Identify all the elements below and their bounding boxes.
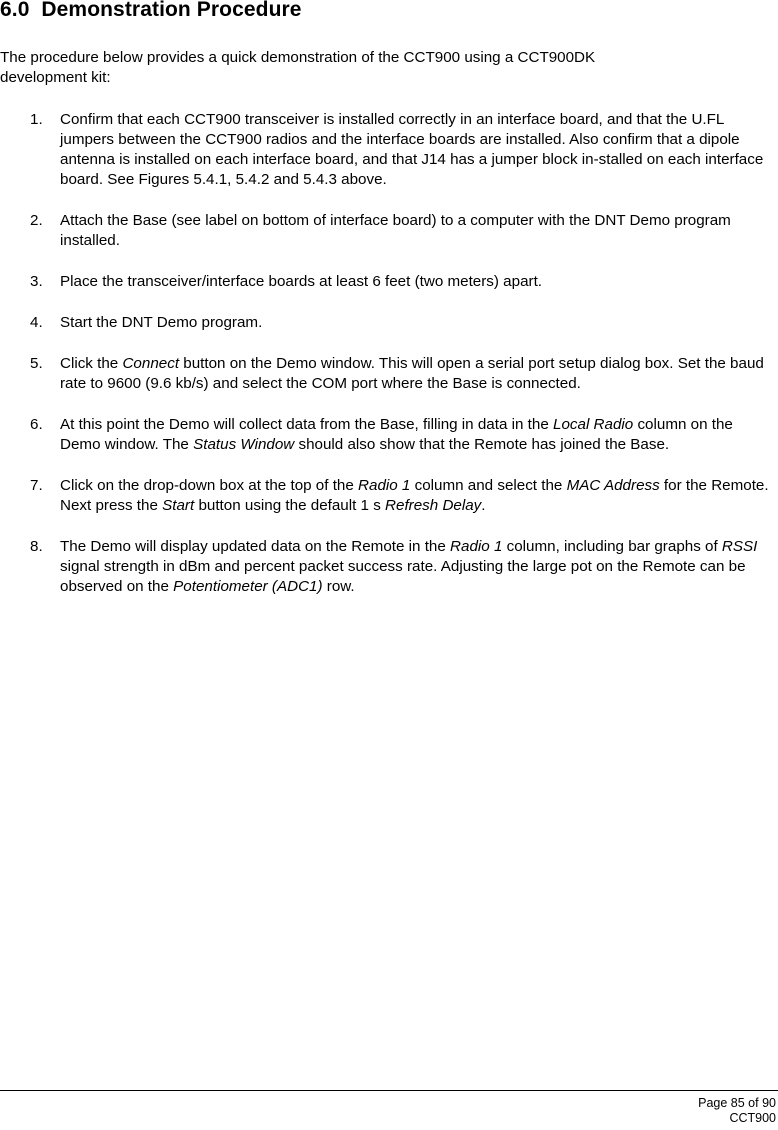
step-text xyxy=(60,355,764,392)
document-name: CCT900 xyxy=(729,1111,776,1125)
step-number: 7. xyxy=(30,477,43,494)
step-text-run: column and select the xyxy=(410,477,567,494)
step-text xyxy=(60,314,262,331)
step-text xyxy=(60,111,763,188)
step-emphasis: Potentiometer (ADC1) xyxy=(173,578,323,595)
step-text-run: At this point the Demo will collect data from the Base, filling in data in the xyxy=(60,416,554,433)
step-number: 4. xyxy=(30,314,43,331)
step-number: 8. xyxy=(30,538,43,555)
procedure-step xyxy=(0,537,776,597)
step-text-run: Start the DNT Demo program. xyxy=(60,314,263,331)
procedure-step xyxy=(0,476,776,516)
step-number: 1. xyxy=(30,111,43,128)
step-emphasis: MAC Address xyxy=(566,477,660,494)
step-text-run: row. xyxy=(322,578,355,595)
step-text-run: button using the default 1 s xyxy=(194,497,386,514)
step-number: 3. xyxy=(30,273,43,290)
procedure-step xyxy=(0,211,776,251)
step-number: 5. xyxy=(30,355,43,372)
step-emphasis: Status Window xyxy=(193,436,295,453)
page-number: Page 85 of 90 xyxy=(698,1096,776,1110)
step-text xyxy=(60,212,731,249)
step-text-run: Click the xyxy=(60,355,123,372)
procedure-step xyxy=(0,415,776,455)
step-text-run: Click on the drop-down box at the top of the xyxy=(60,477,359,494)
procedure-step xyxy=(0,313,776,333)
step-text xyxy=(60,416,733,453)
step-emphasis: Local Radio xyxy=(553,416,634,433)
step-text-run: . xyxy=(481,497,486,514)
step-text xyxy=(60,273,542,290)
step-text-run: button on the Demo window. This will open a serial port setup dialog box. Set the baud rate to 9600 (9.6 kb/s) and select the COM port where the Base is connected. xyxy=(60,355,764,392)
step-text-run: The Demo will display updated data on the Remote in the xyxy=(60,538,451,555)
intro-paragraph: The procedure below provides a quick demonstration of the CCT900 using a CCT900DK development kit: xyxy=(0,49,596,86)
procedure-step xyxy=(0,354,776,394)
step-text-run: signal strength in dBm and percent packet success rate. Adjusting the large pot on the Remote can be observed on the xyxy=(60,558,746,595)
section-heading xyxy=(0,0,302,22)
step-text-run: for the Remote. Next press the xyxy=(60,477,769,514)
step-number: 2. xyxy=(30,212,43,229)
step-emphasis: Connect xyxy=(122,355,180,372)
step-text-run: column, including bar graphs of xyxy=(502,538,722,555)
step-number: 6. xyxy=(30,416,43,433)
step-emphasis: Radio 1 xyxy=(450,538,503,555)
step-emphasis: RSSI xyxy=(721,538,758,555)
step-text-run: column on the Demo window. The xyxy=(60,416,733,453)
step-text-run: Attach the Base (see label on bottom of interface board) to a computer with the DNT Demo program installed. xyxy=(60,212,731,249)
step-emphasis: Refresh Delay xyxy=(385,497,482,514)
procedure-step xyxy=(0,272,776,292)
step-text xyxy=(60,477,769,514)
step-emphasis: Start xyxy=(162,497,195,514)
step-emphasis: Radio 1 xyxy=(358,477,411,494)
page-footer xyxy=(698,1096,776,1126)
step-text-run: Confirm that each CCT900 transceiver is installed correctly in an interface board, and that the U.FL jumpers between the CCT900 radios and the interface boards are installed. Also confirm that a dipole antenna is installed on each interface board, and that J14 has a jumper block in-stalled on each interface board. See Figures 5.4.1, 5.4.2 and 5.4.3 above. xyxy=(60,111,764,188)
step-text-run: should also show that the Remote has joined the Base. xyxy=(294,436,670,453)
section-number: 6.0 xyxy=(0,0,30,21)
footer-divider xyxy=(0,1090,778,1091)
step-text-run: Place the transceiver/interface boards at least 6 feet (two meters) apart. xyxy=(60,273,543,290)
procedure-step xyxy=(0,110,776,190)
procedure-steps-list xyxy=(0,110,776,618)
step-text xyxy=(60,538,757,595)
section-title: Demonstration Procedure xyxy=(41,0,302,21)
